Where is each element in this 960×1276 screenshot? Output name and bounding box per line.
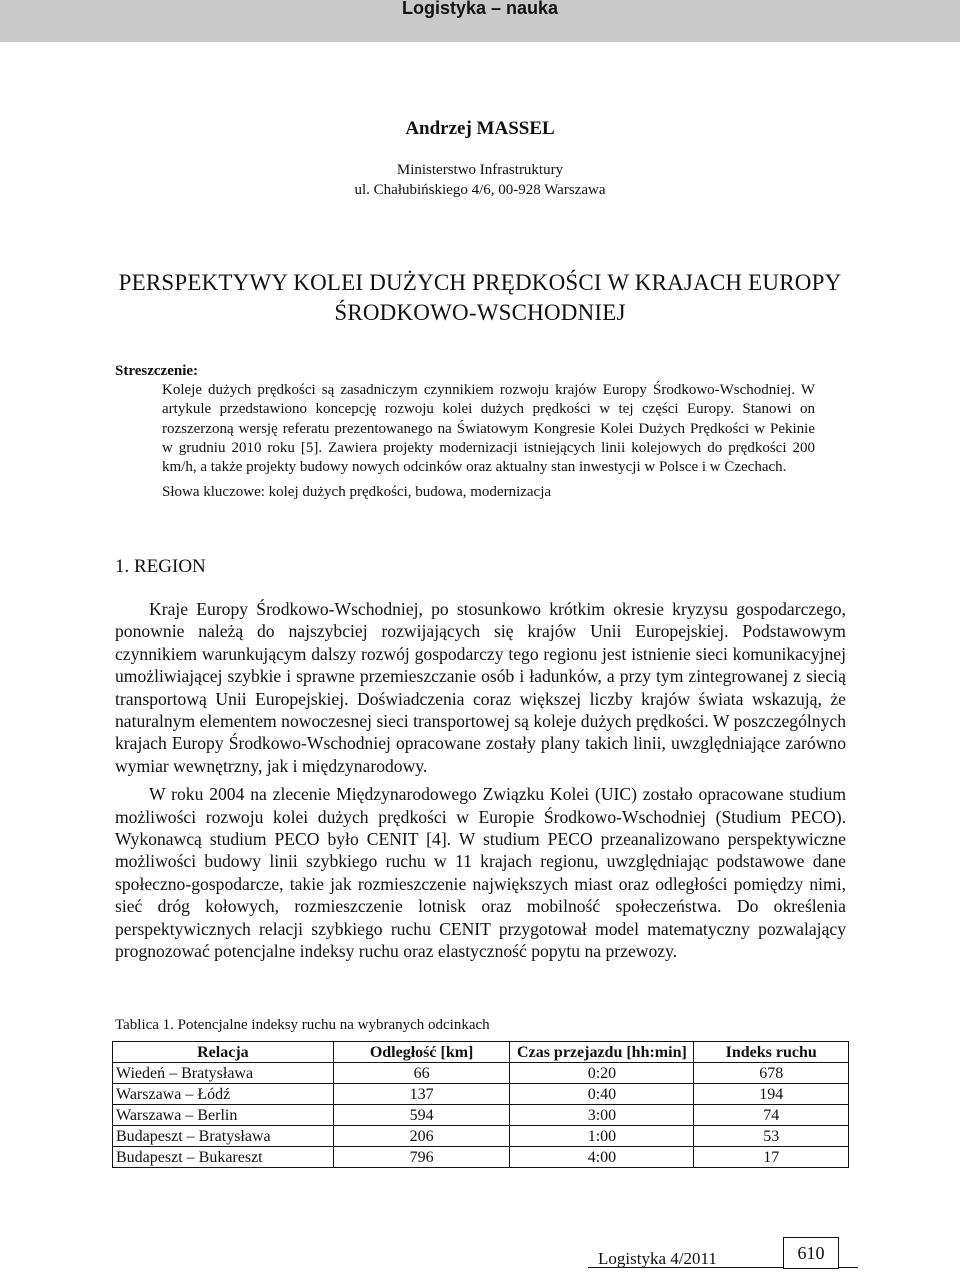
- table-cell: Budapeszt – Bukareszt: [113, 1147, 334, 1168]
- journal-section-title: Logistyka – nauka: [401, 0, 559, 18]
- column-header: Indeks ruchu: [694, 1042, 849, 1063]
- paper-title: [0, 268, 960, 328]
- body-text: [115, 598, 846, 969]
- abstract-text: Koleje dużych prędkości są zasadniczym czynnikiem rozwoju krajów Europy Środkowo-Wschodniej. W artykule przedstawiono koncepcję rozwoju kolei dużych prędkości w tej części Europy. Stanowi on rozszerzoną wersję referatu prezentowanego na Światowym Kongresie Kolei Dużych Prędkości w Pekinie w grudniu 2010 roku [5]. Zawiera projekty modernizacji istniejących linii kolejowych do prędkości 200 km/h, a także projekty budowy nowych odcinków oraz aktualny stan inwestycji w Polsce i w Czechach.: [162, 382, 815, 476]
- paper-title-line1: PERSPEKTYWY KOLEI DUŻYCH PRĘDKOŚCI W KRAJACH EUROPY: [118, 270, 842, 295]
- table-row: [113, 1063, 849, 1084]
- table-cell: 4:00: [510, 1147, 694, 1168]
- table-cell: 66: [333, 1063, 510, 1084]
- column-header: Czas przejazdu [hh:min]: [510, 1042, 694, 1063]
- table-cell: 0:40: [510, 1084, 694, 1105]
- table-cell: 17: [694, 1147, 849, 1168]
- traffic-index-table: [112, 1041, 849, 1168]
- affiliation-address: ul. Chałubińskiego 4/6, 00-928 Warszawa: [354, 182, 606, 198]
- paper-title-line2: ŚRODKOWO-WSCHODNIEJ: [334, 300, 626, 325]
- affiliation: [0, 160, 960, 200]
- table-cell: 3:00: [510, 1105, 694, 1126]
- page-number: 610: [783, 1237, 839, 1269]
- table-row: [113, 1147, 849, 1168]
- table-cell: 74: [694, 1105, 849, 1126]
- abstract: [115, 362, 815, 502]
- table-row: [113, 1084, 849, 1105]
- table-cell: 137: [333, 1084, 510, 1105]
- table-cell: Warszawa – Berlin: [113, 1105, 334, 1126]
- table-cell: 1:00: [510, 1126, 694, 1147]
- footer-journal: Logistyka 4/2011: [598, 1249, 717, 1268]
- table-cell: Wiedeń – Bratysława: [113, 1063, 334, 1084]
- table-caption: Tablica 1. Potencjalne indeksy ruchu na wybranych odcinkach: [115, 1017, 490, 1033]
- table-row: [113, 1105, 849, 1126]
- table-cell: 53: [694, 1126, 849, 1147]
- table-cell: Budapeszt – Bratysława: [113, 1126, 334, 1147]
- paragraph-2: W roku 2004 na zlecenie Międzynarodowego Związku Kolei (UIC) zostało opracowane studium możliwości rozwoju kolei dużych prędkości w Europie Środkowo-Wschodniej (Studium PECO). Wykonawcą studium PECO było CENIT [4]. W studium PECO przeanalizowano perspektywiczne możliwości budowy linii szybkiego ruchu w 11 krajach regionu, uwzględniając podstawowe dane społeczno-gospodarcze, takie jak rozmieszczenie największych miast oraz odległości pomiędzy nimi, sieć dróg kołowych, rozmieszczenie lotnisk oraz mobilność społeczeństwa. Do określenia perspektywicznych relacji szybkiego ruchu CENIT przygotował model matematyczny pozwalający prognozować potencjalne indeksy ruchu oraz elastyczność popytu na przewozy.: [115, 784, 846, 962]
- header-band: [0, 0, 960, 42]
- author-name: Andrzej MASSEL: [405, 118, 555, 139]
- table-cell: 206: [333, 1126, 510, 1147]
- table-cell: Warszawa – Łódź: [113, 1084, 334, 1105]
- column-header: Relacja: [113, 1042, 334, 1063]
- section-heading: 1. REGION: [115, 556, 206, 577]
- table-cell: 0:20: [510, 1063, 694, 1084]
- table-cell: 594: [333, 1105, 510, 1126]
- table-row: [113, 1126, 849, 1147]
- table-cell: 796: [333, 1147, 510, 1168]
- table-header-row: [113, 1042, 849, 1063]
- affiliation-institution: Ministerstwo Infrastruktury: [396, 162, 564, 178]
- table-cell: 678: [694, 1063, 849, 1084]
- keywords: Słowa kluczowe: kolej dużych prędkości, budowa, modernizacja: [162, 484, 552, 501]
- abstract-label: Streszczenie:: [115, 363, 199, 379]
- column-header: Odległość [km]: [333, 1042, 510, 1063]
- table-cell: 194: [694, 1084, 849, 1105]
- paragraph-1: Kraje Europy Środkowo-Wschodniej, po stosunkowo krótkim okresie kryzysu gospodarczego, ponownie należą do najszybciej rozwijających się krajów Unii Europejskiej. Podstawowym czynnikiem warunkującym dalszy rozwój gospodarczy tego regionu jest istnienie sieci komunikacyjnej umożliwiającej szybkie i sprawne przemieszczanie osób i ładunków, a przy tym zintegrowanej z siecią transportową Unii Europejskiej. Doświadczenia coraz większej liczby krajów świata wskazują, że naturalnym elementem nowoczesnej sieci transportowej są koleje dużych prędkości. W poszczególnych krajach Europy Środkowo-Wschodniej opracowane zostały plany takich linii, uwzględniające zarówno wymiar wewnętrzny, jak i międzynarodowy.: [115, 599, 846, 776]
